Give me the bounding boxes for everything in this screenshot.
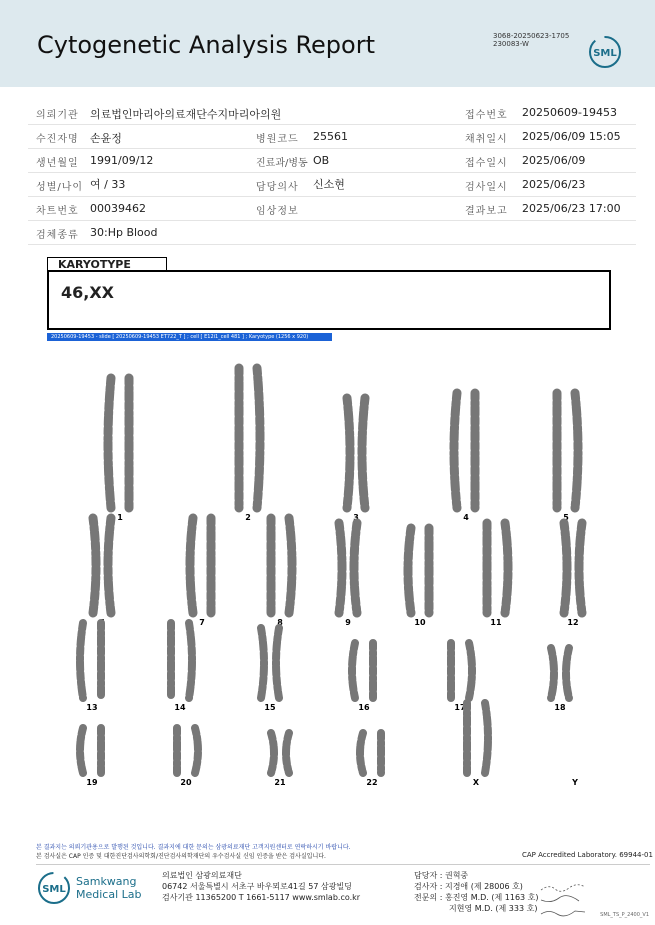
chromosome-label-Y: Y [572, 778, 578, 787]
staff-line1: 담당자 : 권혁중 [414, 871, 469, 880]
chromosome-label-6: 6 [99, 618, 105, 627]
info-row-chart [28, 196, 636, 221]
chromosome-15-1 [261, 628, 264, 698]
patient-name-value: 손윤정 [90, 132, 122, 145]
chromosome-10-1 [408, 528, 411, 613]
chromosome-label-21: 21 [274, 778, 286, 787]
chromosome-label-1: 1 [117, 513, 123, 522]
chromosome-label-18: 18 [554, 703, 566, 712]
document-id [493, 32, 569, 48]
chromosome-19-1 [80, 728, 83, 773]
chromosome-11-2 [505, 523, 508, 613]
chromosome-9-2 [354, 523, 357, 613]
chart-no-label: 차트번호 [36, 206, 79, 217]
collection-label: 채취일시 [465, 134, 508, 145]
collection-value: 2025/06/09 15:05 [522, 130, 621, 143]
chromosome-label-17: 17 [454, 703, 466, 712]
chromosome-15-2 [276, 628, 279, 698]
chromosome-label-9: 9 [345, 618, 351, 627]
doctor-value: 신소현 [313, 178, 345, 191]
chromosome-pair-21 [271, 733, 289, 787]
chromosome-X-2 [485, 703, 488, 773]
chromosome-label-11: 11 [490, 618, 502, 627]
sex-age-label: 성별/나이 [36, 182, 84, 193]
chromosome-label-8: 8 [277, 618, 283, 627]
chromosome-8-2 [289, 518, 292, 613]
chromosome-pair-11 [487, 523, 508, 627]
chromosome-label-20: 20 [180, 778, 192, 787]
chromosome-pair-16 [352, 643, 373, 712]
chromosome-2-2 [257, 368, 260, 508]
chromosome-label-X: X [472, 778, 480, 787]
report-header [0, 0, 655, 87]
slide-info-bar: 20250609-19453 - slide [ 20250609-19453 ET722_T ] ; cell [ E12i1_cell 481 ] ; Karyotype (1256 x 920) [47, 333, 332, 341]
form-code: SML_TS_P_2400_V1 [600, 912, 649, 918]
receipt-no-value: 20250609-19453 [522, 106, 617, 119]
chromosome-5-2 [575, 393, 578, 508]
specimen-label: 검체종류 [36, 230, 79, 241]
chromosome-18-1 [551, 648, 554, 698]
chromosome-label-13: 13 [86, 703, 98, 712]
signature-icon-3 [539, 906, 589, 918]
chromosome-pair-15 [261, 628, 279, 712]
chromosome-pair-8 [271, 518, 292, 627]
footer-logo-mark: SML [42, 884, 66, 895]
document-id-line2: 230083-W [493, 40, 529, 48]
chromosome-1-1 [108, 378, 111, 508]
hospital-code-value: 25561 [313, 130, 348, 143]
chromosome-label-14: 14 [174, 703, 186, 712]
chromosome-pair-10 [408, 528, 429, 627]
karyotype-label: KARYOTYPE [47, 257, 167, 270]
clinical-label: 임상정보 [256, 206, 299, 217]
chromosome-pair-1 [108, 378, 129, 522]
chromosome-pair-3 [347, 398, 365, 522]
chromosome-label-22: 22 [366, 778, 378, 787]
chromosome-pair-22 [360, 733, 381, 787]
karyogram-image [40, 355, 625, 805]
chromosome-22-1 [360, 733, 363, 773]
chromosome-12-1 [564, 523, 567, 613]
receipt-no-label: 접수번호 [465, 110, 508, 121]
chromosome-label-5: 5 [563, 513, 569, 522]
logo-line2: Medical Lab [76, 888, 142, 901]
chromosome-13-1 [80, 623, 83, 698]
chromosome-21-1 [271, 733, 274, 773]
report-value: 2025/06/23 17:00 [522, 202, 621, 215]
signature-icon [539, 882, 589, 894]
chromosome-label-3: 3 [353, 513, 359, 522]
specimen-value: 30:Hp Blood [90, 226, 158, 239]
signature-icon-2 [539, 894, 589, 906]
chromosome-7-1 [190, 518, 193, 613]
dept-label: 진료과/병동 [256, 158, 308, 169]
chromosome-21-2 [286, 733, 289, 773]
karyotype-box [47, 270, 611, 330]
staff-line3: 전문의 : 홍진영 M.D. (제 1163 호) [414, 893, 539, 902]
info-row-specimen [28, 220, 636, 245]
karyotype-result: 46,XX [61, 283, 115, 302]
staff-line4: 지현영 M.D. (제 333 호) [449, 904, 538, 913]
hospital-code-label: 병원코드 [256, 134, 299, 145]
test-date-label: 검사일시 [465, 182, 508, 193]
chromosome-pair-14 [171, 623, 192, 712]
addr-line2: 06742 서울특별시 서초구 바우뫼로41길 57 삼광빌딩 [162, 882, 352, 891]
chromosome-pair-12 [564, 523, 582, 627]
chromosome-pair-18 [551, 648, 569, 712]
chromosome-pair-Y [571, 778, 578, 787]
info-row-sex [28, 172, 636, 197]
footer-note-2: 본 검사실은 CAP 인증 및 대한진단검사의학회/진단검사의학재단의 우수검사실 신임 인증을 받은 검사실입니다. [36, 853, 326, 860]
chromosome-17-2 [469, 643, 472, 698]
chromosome-pair-19 [80, 728, 101, 787]
chromosome-20-2 [195, 728, 198, 773]
footer-note-1: 본 결과지는 의뢰기관용으로 발행된 것입니다. 결과지에 대한 문의는 삼광의료재단 고객지원센터로 연락하시기 바랍니다. [36, 844, 351, 851]
receipt-date-value: 2025/06/09 [522, 154, 586, 167]
chromosome-14-2 [189, 623, 192, 698]
chromosome-pair-9 [339, 523, 357, 627]
staff-list [414, 870, 539, 914]
dob-value: 1991/09/12 [90, 154, 154, 167]
report-title: Cytogenetic Analysis Report [37, 31, 376, 59]
chromosome-18-2 [566, 648, 569, 698]
logo-line1: Samkwang [76, 875, 137, 888]
chromosome-6-1 [93, 518, 96, 613]
receipt-date-label: 접수일시 [465, 158, 508, 169]
lab-address [162, 870, 360, 903]
info-row-dob [28, 148, 636, 173]
patient-name-label: 수진자명 [36, 134, 79, 145]
chromosome-label-10: 10 [414, 618, 426, 627]
institution-label: 의뢰기관 [36, 110, 79, 121]
chromosome-4-1 [454, 393, 457, 508]
sml-logo-icon [588, 35, 622, 69]
chromosome-label-16: 16 [358, 703, 370, 712]
sex-age-value: 여 / 33 [90, 178, 126, 191]
chromosome-pair-2 [239, 368, 260, 522]
chromosome-label-12: 12 [567, 618, 579, 627]
chromosome-label-15: 15 [264, 703, 276, 712]
sml-logo-text: SML [593, 48, 617, 59]
report-label: 결과보고 [465, 206, 508, 217]
samkwang-logo [36, 868, 166, 908]
dept-value: OB [313, 154, 330, 167]
chromosome-pair-13 [80, 623, 101, 712]
cap-accreditation: CAP Accredited Laboratory. 69944-01 [522, 851, 653, 859]
test-date-value: 2025/06/23 [522, 178, 586, 191]
addr-line1: 의료법인 삼광의료재단 [162, 871, 242, 880]
dob-label: 생년월일 [36, 158, 79, 169]
chromosome-3-1 [347, 398, 350, 508]
chromosome-16-1 [352, 643, 355, 698]
footer-divider [36, 864, 650, 865]
chromosome-pair-20 [177, 728, 198, 787]
chromosome-label-4: 4 [463, 513, 469, 522]
chromosome-12-2 [579, 523, 582, 613]
chromosome-pair-4 [454, 393, 475, 522]
chromosome-pair-X [467, 703, 488, 787]
chromosome-pair-7 [190, 518, 211, 627]
chromosome-label-19: 19 [86, 778, 98, 787]
chart-no-value: 00039462 [90, 202, 146, 215]
info-row-patient [28, 124, 636, 149]
chromosome-pair-6 [93, 518, 111, 627]
chromosome-6-2 [108, 518, 111, 613]
institution-value: 의료법인마리아의료재단수지마리아의원 [90, 108, 282, 121]
doctor-label: 담당의사 [256, 182, 299, 193]
chromosome-label-7: 7 [199, 618, 205, 627]
chromosome-9-1 [339, 523, 342, 613]
chromosome-label-2: 2 [245, 513, 251, 522]
chromosome-pair-5 [557, 393, 578, 522]
addr-line3: 검사기관 11365200 T 1661-5117 www.smlab.co.kr [162, 893, 361, 902]
info-row-institution [28, 100, 636, 125]
document-id-line1: 3068-20250623-1705 [493, 32, 570, 40]
chromosome-3-2 [362, 398, 365, 508]
staff-line2: 검사자 : 지경애 (제 28006 호) [414, 882, 523, 891]
